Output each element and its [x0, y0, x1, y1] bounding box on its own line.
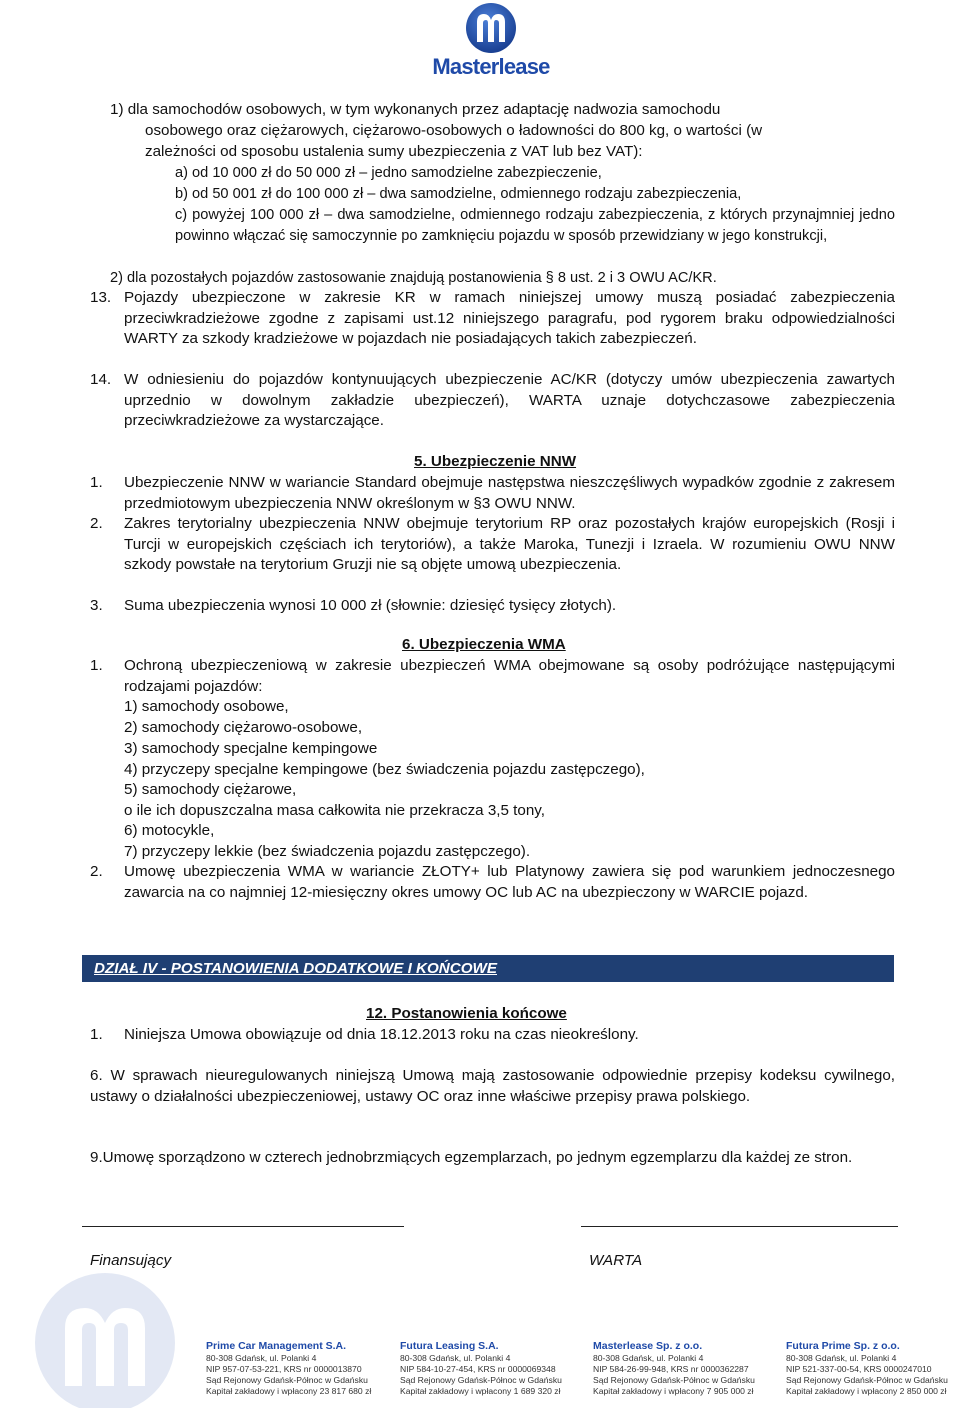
footer-company-name: Prime Car Management S.A. — [206, 1340, 347, 1352]
vehicle-list-note: o ile ich dopuszczalna masa całkowita nie przekracza 3,5 tony, — [124, 802, 545, 819]
footer-company-name: Masterlease Sp. z o.o. — [593, 1340, 703, 1352]
paragraph-14: W odniesieniu do pojazdów kontynuujących ubezpieczenie AC/KR (dotyczy umów ubezpieczenia zawartych uprzednio w dowolnym zakładzie ubezpieczeń), WARTA uznaje dotychczasowe zabezpieczenia przeciwkradzieżowe za wystarczające. — [124, 371, 895, 429]
item-number: 1. — [90, 474, 103, 491]
footer-company-line: NIP 521-337-00-54, KRS 0000247010 — [786, 1364, 932, 1374]
paragraph-line: osobowego oraz ciężarowych, ciężarowo-osobowych o ładowności do 800 kg, o wartości (w — [145, 122, 763, 139]
paragraph-line: 1) dla samochodów osobowych, w tym wykonanych przez adaptację nadwozia samochodu — [110, 101, 721, 118]
list-item-c: c) powyżej 100 000 zł – dwa samodzielne, odmiennego rodzaju zabezpieczenia, z których przynajmniej jedno powinno włączać się samoczynnie po zamknięciu pojazdu w sposób przewidziany w jego konstrukcji, — [175, 207, 895, 244]
footer-company-line: Sąd Rejonowy Gdańsk-Północ w Gdańsku — [400, 1375, 562, 1385]
footer-company-line: Kapitał zakładowy i wpłacony 7 905 000 zł — [593, 1386, 754, 1396]
wma-item-1-intro: Ochroną ubezpieczeniową w zakresie ubezpieczeń WMA obejmowane są osoby podróżujące następującymi rodzajami pojazdów: — [124, 657, 895, 695]
footer-company-name: Futura Leasing S.A. — [400, 1340, 499, 1352]
footer-company-line: Kapitał zakładowy i wpłacony 1 689 320 zł — [400, 1386, 561, 1396]
footer-company-line: Sąd Rejonowy Gdańsk-Północ w Gdańsku — [593, 1375, 755, 1385]
final-item-6: 6. W sprawach nieuregulowanych niniejszą Umową mają zastosowanie odpowiednie przepisy kodeksu cywilnego, ustawy o działalności ubezpieczeniowej, ustawy OC oraz inne właściwe przepisy prawa polskiego. — [90, 1067, 895, 1105]
footer-company-line: Kapitał zakładowy i wpłacony 2 850 000 zł — [786, 1386, 947, 1396]
logo-wordmark: Masterlease — [432, 54, 550, 79]
vehicle-list-item: 1) samochody osobowe, — [124, 698, 289, 715]
section-heading-nnw: 5. Ubezpieczenie NNW — [414, 453, 577, 470]
item-number: 3. — [90, 597, 103, 614]
item-number: 1. — [90, 657, 103, 674]
item-number: 1. — [90, 1026, 103, 1043]
nnw-item-2: Zakres terytorialny ubezpieczenia NNW obejmuje terytorium RP oraz pozostałych krajów europejskich (Rosji i Turcji w europejskich częściach ich terytoriów), a także Maroka, Tunezji i Izraela. W rozumieniu OWU NNW szkody powstałe na terytorium Gruzji nie są objęte umową ubezpieczenia. — [124, 515, 895, 573]
vehicle-list-item: 4) przyczepy specjalne kempingowe (bez świadczenia pojazdu zastępczego), — [124, 761, 645, 778]
section-heading-final: 12. Postanowienia końcowe — [366, 1005, 567, 1022]
nnw-item-3: Suma ubezpieczenia wynosi 10 000 zł (słownie: dziesięć tysięcy złotych). — [124, 597, 617, 614]
item-number: 2. — [90, 515, 103, 532]
dzial-banner: DZIAŁ IV - POSTANOWIENIA DODATKOWE I KOŃCOWE — [82, 955, 894, 982]
footer-company-line: NIP 584-26-99-948, KRS nr 0000362287 — [593, 1364, 749, 1374]
vehicle-list-item: 3) samochody specjalne kempingowe — [124, 740, 378, 757]
vehicle-list-item: 5) samochody ciężarowe, — [124, 781, 297, 798]
footer-company — [593, 1340, 778, 1397]
list-item-a: a) od 10 000 zł do 50 000 zł – jedno samodzielne zabezpieczenie, — [175, 165, 602, 181]
footer-watermark-icon — [30, 1268, 180, 1408]
footer-company — [206, 1340, 391, 1397]
item-number: 2. — [90, 863, 103, 880]
item-number: 13. — [90, 289, 112, 306]
paragraph-line: zależności od sposobu ustalenia sumy ubezpieczenia z VAT lub bez VAT): — [145, 143, 643, 160]
footer-company-line: 80-308 Gdańsk, ul. Polanki 4 — [786, 1353, 897, 1363]
final-item-9: 9.Umowę sporządzono w czterech jednobrzmiących egzemplarzach, po jednym egzemplarzu dla każdej ze stron. — [90, 1149, 853, 1166]
section-heading-wma: 6. Ubezpieczenia WMA — [402, 636, 566, 653]
signature-label-left: Finansujący — [90, 1252, 172, 1269]
final-item-1: Niniejsza Umowa obowiązuje od dnia 18.12.2013 roku na czas nieokreślony. — [124, 1026, 639, 1043]
nnw-item-1: Ubezpieczenie NNW w wariancie Standard obejmuje następstwa nieszczęśliwych wypadków zgodnie z zakresem przedmiotowym ubezpieczenia NNW określonym w §3 OWU NNW. — [124, 474, 895, 512]
footer-company-name: Futura Prime Sp. z o.o. — [786, 1340, 900, 1352]
signature-line-left — [82, 1226, 404, 1227]
footer-company-line: 80-308 Gdańsk, ul. Polanki 4 — [206, 1353, 317, 1363]
vehicle-list-item: 7) przyczepy lekkie (bez świadczenia pojazdu zastępczego). — [124, 843, 531, 860]
signature-line-right — [581, 1226, 898, 1227]
footer-company — [400, 1340, 585, 1397]
footer-company-line: Sąd Rejonowy Gdańsk-Północ w Gdańsku — [206, 1375, 368, 1385]
paragraph-13: Pojazdy ubezpieczone w zakresie KR w ramach niniejszej umowy muszą posiadać zabezpieczenia przeciwkradzieżowe zgodne z zapisami ust.12 niniejszego paragrafu, pod rygorem braku odpowiedzialności WARTY za szkody kradzieżowe w pojazdach nie posiadających takich zabezpieczeń. — [124, 289, 895, 347]
footer-company — [786, 1340, 956, 1397]
masterlease-emblem-icon — [426, 0, 556, 56]
footer-company-line: 80-308 Gdańsk, ul. Polanki 4 — [593, 1353, 704, 1363]
footer-company-line: NIP 957-07-53-221, KRS nr 0000013870 — [206, 1364, 362, 1374]
footer-company-line: Sąd Rejonowy Gdańsk-Północ w Gdańsku — [786, 1375, 948, 1385]
footer-company-line: NIP 584-10-27-454, KRS nr 0000069348 — [400, 1364, 556, 1374]
list-item-2: 2) dla pozostałych pojazdów zastosowanie znajdują postanowienia § 8 ust. 2 i 3 OWU AC/KR. — [110, 270, 717, 286]
signature-label-right: WARTA — [589, 1252, 643, 1269]
wma-item-2: Umowę ubezpieczenia WMA w wariancie ZŁOTY+ lub Platynowy zawiera się pod warunkiem jednoczesnego zawarcia na co najmniej 12-miesięczny okres umowy OC lub AC na ubezpieczony w WARCIE pojazd. — [124, 863, 895, 901]
item-number: 14. — [90, 371, 112, 388]
list-item-b: b) od 50 001 zł do 100 000 zł – dwa samodzielne, odmiennego rodzaju zabezpieczenia, — [175, 186, 742, 202]
footer-company-line: Kapitał zakładowy i wpłacony 23 817 680 zł — [206, 1386, 372, 1396]
footer-company-line: 80-308 Gdańsk, ul. Polanki 4 — [400, 1353, 511, 1363]
vehicle-list-item: 2) samochody ciężarowo-osobowe, — [124, 719, 363, 736]
vehicle-list-item: 6) motocykle, — [124, 822, 215, 839]
